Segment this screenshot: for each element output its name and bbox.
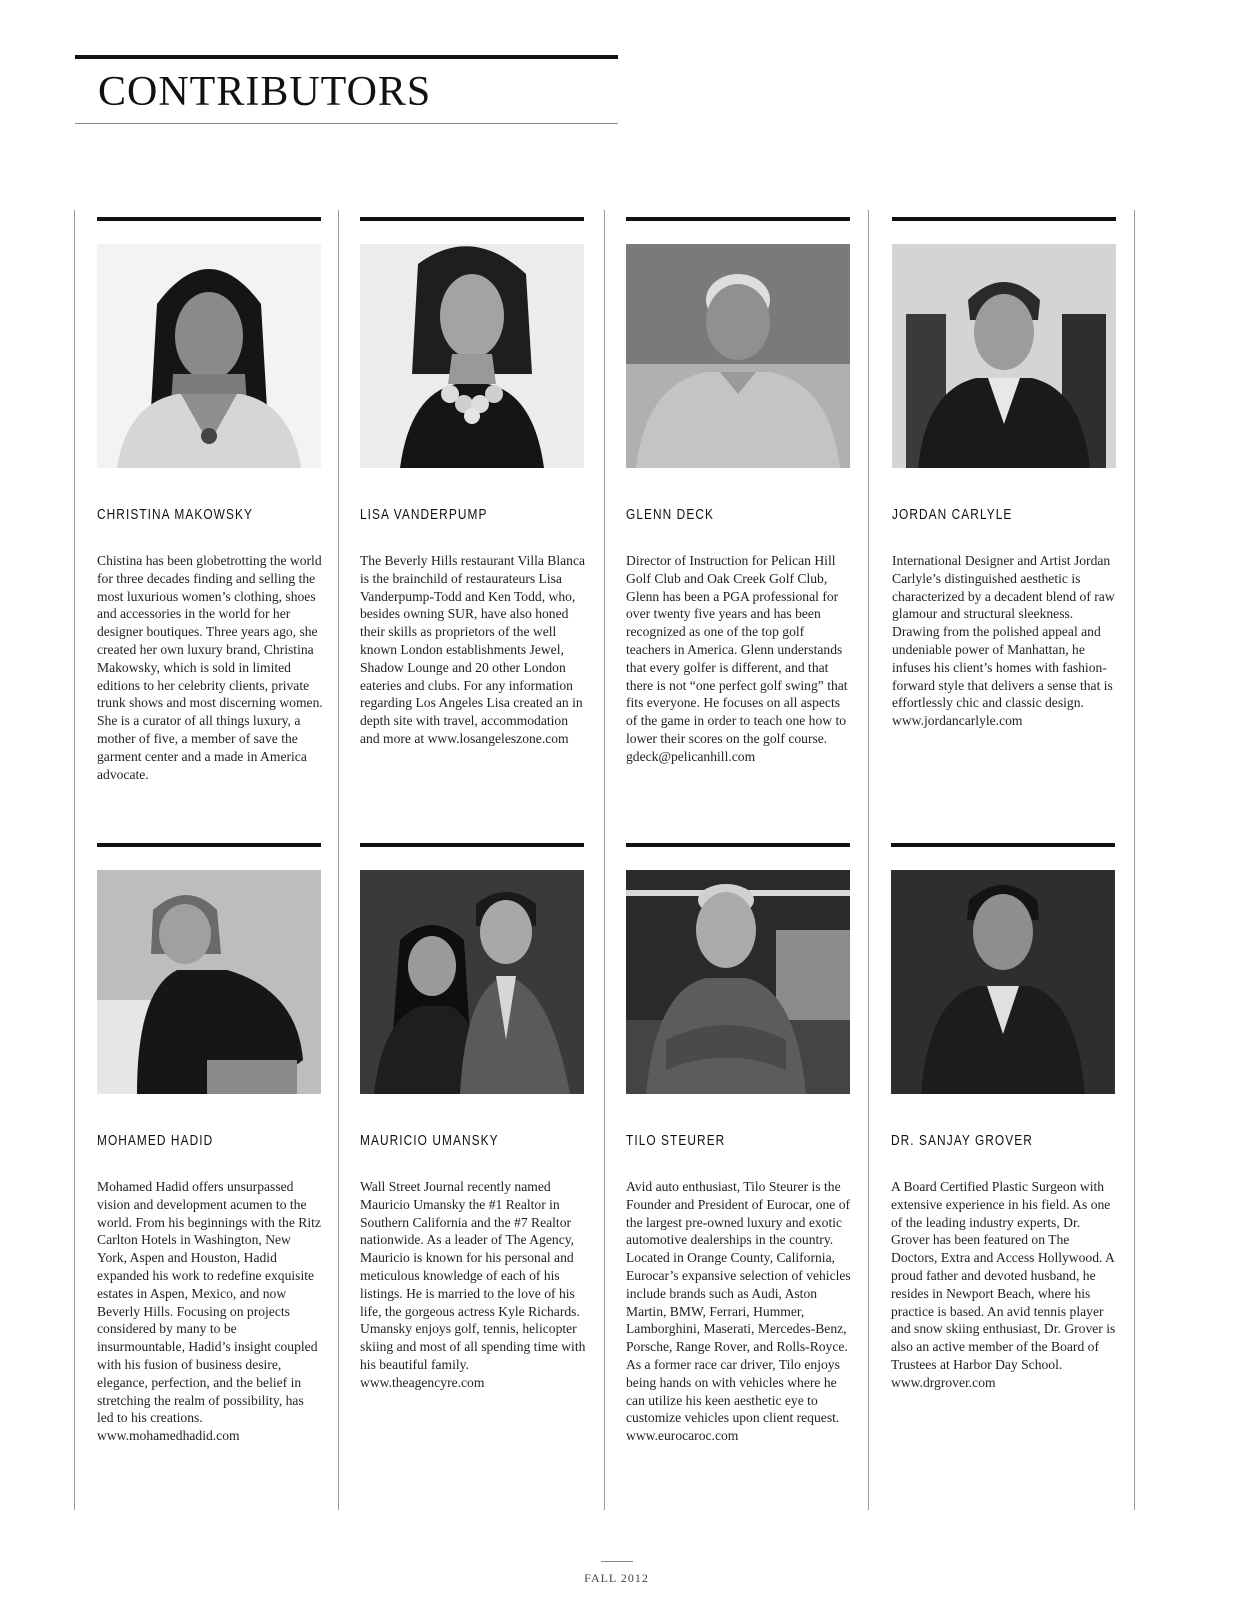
contributor-bio: A Board Certified Plastic Surgeon with extensive experience in his field. As one of the leading industry experts, Dr. Grover has been featured on The Doctors, Extra and Access Hollywood. A proud father and devoted husband, he resides in Newport Beach, where his practice is based. An avid tennis player and snow skiing enthusiast, Dr. Grover is also an active member of the Board of Trustees at Harbor Day School. www.drgrover.com (891, 1179, 1116, 1390)
contributor-photo (360, 870, 584, 1094)
column-divider (1134, 210, 1135, 1510)
card-rule (626, 843, 850, 847)
card-rule (891, 843, 1115, 847)
contributor-photo (97, 244, 321, 468)
contributor-name: CHRISTINA MAKOWSKY (97, 507, 253, 523)
column-divider (338, 210, 339, 1510)
contributor-photo (626, 244, 850, 468)
card-rule (360, 843, 584, 847)
contributor-photo (97, 870, 321, 1094)
contributor-bio: Director of Instruction for Pelican Hill Golf Club and Oak Creek Golf Club, Glenn has been a PGA professional for over twenty five years and has been recognized as one of the top golf teachers in America. Glenn understands that every golfer is different, and that there is not “one perfect golf swing” that fits everyone. He focuses on all aspects of the game in order to teach one how to lower their scores on the golf course. gdeck@pelicanhill.com (626, 553, 848, 764)
contributor-photo (892, 244, 1116, 468)
column-divider (868, 210, 869, 1510)
contributor-name: TILO STEURER (626, 1133, 726, 1149)
contributor-name: MOHAMED HADID (97, 1133, 214, 1149)
contributor-name: LISA VANDERPUMP (360, 507, 488, 523)
page-footer: FALL 2012 (584, 1571, 649, 1585)
contributor-name: GLENN DECK (626, 507, 714, 523)
contributor-bio: Mohamed Hadid offers unsurpassed vision and development acumen to the world. From his beginnings with the Ritz Carlton Hotels in Washington, New York, Aspen and Houston, Hadid expanded his work to redefine exquisite estates in Aspen, Mexico, and now Beverly Hills. Focusing on projects considered by many to be insurmountable, Hadid’s insight coupled with his fusion of business desire, elegance, perfection, and the belief in stretching the realm of possibility, has led to his creations. www.mohamedhadid.com (97, 1179, 321, 1444)
contributor-bio: Chistina has been globetrotting the world for three decades finding and selling the most luxurious women’s clothing, shoes and accessories in the world for her designer boutiques. Three years ago, she created her own luxury brand, Christina Makowsky, which is sold in limited editions to her celebrity clients, private trunk shows and most discerning women. She is a curator of all things luxury, a mother of five, a member of save the garment center and a made in America advocate. (97, 553, 323, 782)
card-rule (892, 217, 1116, 221)
contributor-name: MAURICIO UMANSKY (360, 1133, 499, 1149)
footer-rule (601, 1561, 633, 1562)
contributor-bio: Avid auto enthusiast, Tilo Steurer is the Founder and President of Eurocar, one of the largest pre-owned luxury and exotic automotive dealerships in the country. Located in Orange County, California, Eurocar’s expansive selection of vehicles include brands such as Audi, Aston Martin, BMW, Ferrari, Hummer, Lamborghini, Maserati, Mercedes-Benz, Porsche, Range Rover, and Rolls-Royce. As a former race car driver, Tilo enjoys being hands on with vehicles where he can utilize his keen aesthetic eye to customize vehicles upon client request. www.eurocaroc.com (626, 1179, 851, 1444)
contributor-photo (891, 870, 1115, 1094)
contributor-bio: Wall Street Journal recently named Mauricio Umansky the #1 Realtor in Southern California and the #7 Realtor nationwide. As a leader of The Agency, Mauricio is known for his personal and meticulous knowledge of each of his listings. He is married to the love of his life, the gorgeous actress Kyle Richards. Umansky enjoys golf, tennis, helicopter skiing and most of all spending time with his beautiful family. www.theagencyre.com (360, 1179, 586, 1390)
header-bottom-rule (75, 123, 618, 124)
contributor-photo (626, 870, 850, 1094)
column-divider (74, 210, 75, 1510)
column-divider (604, 210, 605, 1510)
card-rule (626, 217, 850, 221)
contributor-bio: The Beverly Hills restaurant Villa Blanca is the brainchild of restaurateurs Lisa Vanderpump-Todd and Ken Todd, who, besides owning SUR, have also honed their skills as proprietors of the well known London establishments Jewel, Shadow Lounge and 20 other London eateries and clubs. For any information regarding Los Angeles Lisa created an in depth site with travel, accommodation and more at www.losangeleszone.com (360, 553, 586, 746)
contributor-bio: International Designer and Artist Jordan Carlyle’s distinguished aesthetic is characterized by a decadent blend of raw glamour and structural sleekness. Drawing from the polished appeal and undeniable power of Manhattan, he infuses his client’s homes with fashion-forward style that delivers a sense that is effortlessly chic and classic design. www.jordancarlyle.com (892, 553, 1115, 729)
contributor-photo (360, 244, 584, 468)
contributor-name: DR. SANJAY GROVER (891, 1133, 1033, 1149)
header-top-rule (75, 55, 618, 59)
card-rule (97, 843, 321, 847)
page-title: CONTRIBUTORS (98, 69, 432, 115)
card-rule (360, 217, 584, 221)
contributor-name: JORDAN CARLYLE (892, 507, 1013, 523)
card-rule (97, 217, 321, 221)
